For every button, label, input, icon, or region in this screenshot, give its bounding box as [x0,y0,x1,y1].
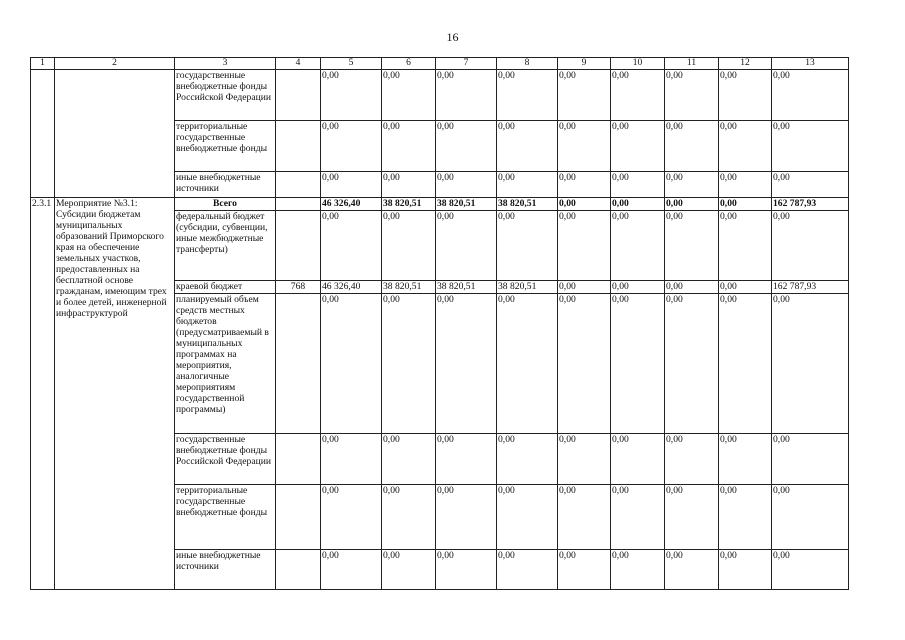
row-code [276,172,321,198]
value-cell: 0,00 [558,434,611,485]
row-label: краевой бюджет [175,281,276,294]
value-cell: 0,00 [497,121,558,172]
value-cell: 0,00 [772,211,849,281]
row-code [276,198,321,211]
value-cell: 0,00 [558,70,611,121]
value-cell: 0,00 [558,281,611,294]
column-header-row [31,58,849,70]
value-cell: 0,00 [611,281,665,294]
value-cell: 0,00 [382,550,436,590]
table-row [31,198,849,211]
column-header: 9 [558,58,611,70]
value-cell: 0,00 [665,121,719,172]
value-cell: 0,00 [497,294,558,434]
column-header: 5 [321,58,382,70]
value-cell: 162 787,93 [772,198,849,211]
value-cell: 38 820,51 [436,198,497,211]
value-cell: 0,00 [665,198,719,211]
row-code [276,550,321,590]
value-cell: 0,00 [719,211,772,281]
value-cell: 46 326,40 [321,198,382,211]
value-cell: 0,00 [558,211,611,281]
value-cell: 0,00 [772,550,849,590]
row-code [276,434,321,485]
value-cell: 0,00 [719,172,772,198]
value-cell: 0,00 [665,281,719,294]
value-cell: 38 820,51 [497,198,558,211]
value-cell: 0,00 [611,434,665,485]
column-header: 7 [436,58,497,70]
value-cell: 0,00 [611,121,665,172]
column-header: 6 [382,58,436,70]
value-cell: 0,00 [772,485,849,550]
value-cell: 0,00 [719,485,772,550]
value-cell: 0,00 [558,172,611,198]
value-cell: 0,00 [436,70,497,121]
row-code [276,211,321,281]
value-cell: 0,00 [719,434,772,485]
value-cell: 0,00 [665,485,719,550]
column-header: 12 [719,58,772,70]
measure-title: Мероприятие №3.1: Субсидии бюджетам муниципальных образований Приморского края на обеспечение земельных участков, предоставленных на бесплатной основе гражданам, имеющим трех и более детей, инженерной инфраструктурой [55,198,175,590]
value-cell: 0,00 [611,211,665,281]
value-cell: 0,00 [558,294,611,434]
value-cell: 0,00 [382,211,436,281]
value-cell: 0,00 [772,434,849,485]
value-cell: 0,00 [665,172,719,198]
column-header: 1 [31,58,55,70]
value-cell: 0,00 [611,550,665,590]
value-cell: 0,00 [382,485,436,550]
value-cell: 0,00 [719,70,772,121]
value-cell: 0,00 [719,281,772,294]
value-cell: 0,00 [611,70,665,121]
value-cell: 0,00 [719,550,772,590]
value-cell: 0,00 [321,434,382,485]
value-cell: 0,00 [772,70,849,121]
value-cell: 0,00 [436,434,497,485]
table-row [31,70,849,121]
column-header: 8 [497,58,558,70]
measure-number-cell [31,70,55,198]
value-cell: 0,00 [611,294,665,434]
value-cell: 0,00 [719,121,772,172]
row-label: федеральный бюджет (субсидии, субвенции, иные межбюджетные трансферты) [175,211,276,281]
value-cell: 0,00 [611,198,665,211]
value-cell: 0,00 [382,121,436,172]
value-cell: 0,00 [665,550,719,590]
value-cell: 0,00 [436,211,497,281]
value-cell: 0,00 [772,294,849,434]
value-cell: 0,00 [321,121,382,172]
value-cell: 0,00 [719,198,772,211]
value-cell: 0,00 [665,70,719,121]
value-cell: 0,00 [665,211,719,281]
value-cell: 0,00 [497,172,558,198]
value-cell: 0,00 [772,121,849,172]
row-label: государственные внебюджетные фонды Российской Федерации [175,434,276,485]
measure-number: 2.3.1 [31,198,55,590]
value-cell: 0,00 [436,294,497,434]
value-cell: 0,00 [497,485,558,550]
value-cell: 0,00 [665,434,719,485]
row-label: иные внебюджетные источники [175,172,276,198]
row-label: планируемый объем средств местных бюджетов (предусматриваемый в муниципальных программах на мероприятия, аналогичные мероприятиям государственной программы) [175,294,276,434]
value-cell: 0,00 [321,485,382,550]
value-cell: 0,00 [611,485,665,550]
value-cell: 0,00 [321,211,382,281]
column-header: 11 [665,58,719,70]
row-label: территориальные государственные внебюджетные фонды [175,121,276,172]
value-cell: 38 820,51 [497,281,558,294]
value-cell: 0,00 [321,550,382,590]
value-cell: 0,00 [382,70,436,121]
row-code [276,121,321,172]
row-label: иные внебюджетные источники [175,550,276,590]
budget-table [30,57,849,590]
value-cell: 0,00 [321,172,382,198]
column-header: 2 [55,58,175,70]
value-cell: 0,00 [497,70,558,121]
row-code [276,294,321,434]
value-cell: 0,00 [719,294,772,434]
measure-title-cell [55,70,175,198]
value-cell: 0,00 [436,550,497,590]
value-cell: 46 326,40 [321,281,382,294]
value-cell: 0,00 [772,172,849,198]
column-header: 13 [772,58,849,70]
value-cell: 0,00 [321,294,382,434]
value-cell: 0,00 [382,434,436,485]
row-code [276,70,321,121]
value-cell: 0,00 [665,294,719,434]
value-cell: 38 820,51 [436,281,497,294]
value-cell: 0,00 [436,485,497,550]
column-header: 4 [276,58,321,70]
column-header: 10 [611,58,665,70]
value-cell: 0,00 [497,550,558,590]
value-cell: 0,00 [558,485,611,550]
row-code [276,485,321,550]
value-cell: 0,00 [321,70,382,121]
row-label: территориальные государственные внебюджетные фонды [175,485,276,550]
value-cell: 0,00 [558,121,611,172]
row-label: Всего [175,198,276,211]
column-header: 3 [175,58,276,70]
value-cell: 0,00 [558,198,611,211]
value-cell: 0,00 [611,172,665,198]
value-cell: 0,00 [436,172,497,198]
row-label: государственные внебюджетные фонды Российской Федерации [175,70,276,121]
value-cell: 0,00 [382,172,436,198]
row-code: 768 [276,281,321,294]
value-cell: 0,00 [497,211,558,281]
value-cell: 0,00 [497,434,558,485]
value-cell: 0,00 [382,294,436,434]
page-number: 16 [446,30,459,44]
value-cell: 38 820,51 [382,198,436,211]
value-cell: 162 787,93 [772,281,849,294]
value-cell: 0,00 [558,550,611,590]
value-cell: 0,00 [436,121,497,172]
value-cell: 38 820,51 [382,281,436,294]
